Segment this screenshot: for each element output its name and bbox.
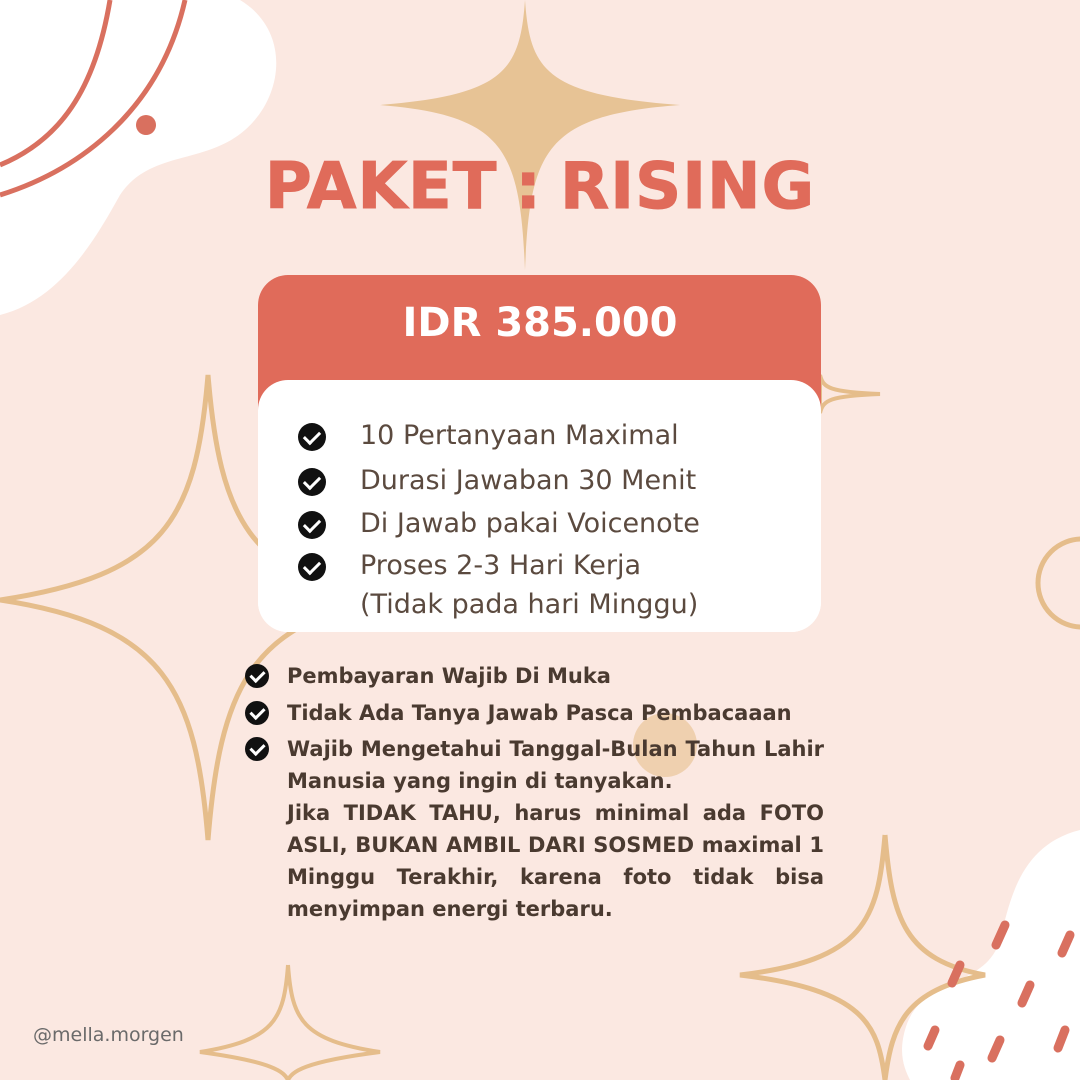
- check-icon: [298, 553, 326, 581]
- title-right: RISING: [560, 150, 816, 224]
- term-item: Tidak Ada Tanya Jawab Pasca Pembacaaan: [287, 701, 792, 725]
- term-item: Pembayaran Wajib Di Muka: [287, 664, 611, 688]
- check-icon: [298, 423, 326, 451]
- check-icon: [245, 664, 269, 688]
- circle-outline-right: [1038, 539, 1080, 627]
- title-left: PAKET: [264, 150, 498, 224]
- feature-item: Proses 2-3 Hari Kerja: [360, 550, 641, 581]
- solid-star: [380, 0, 680, 270]
- feature-item-note: (Tidak pada hari Minggu): [360, 589, 699, 620]
- price-label: IDR 385.000: [402, 300, 678, 346]
- feature-item: Durasi Jawaban 30 Menit: [360, 465, 697, 496]
- check-icon: [298, 511, 326, 539]
- term-item-detail: Jika TIDAK TAHU, harus minimal ada FOTO ASLI, BUKAN AMBIL DARI SOSMED maximal 1 Minggu Terakhir, karena foto tidak bisa menyimpan energi terbaru.: [287, 801, 824, 921]
- title-colon: :: [515, 150, 543, 224]
- outline-star-bottom-left: [200, 965, 380, 1080]
- author-handle: @mella.morgen: [33, 1024, 184, 1046]
- package-title: [0, 150, 1080, 224]
- check-icon: [245, 701, 269, 725]
- feature-item: Di Jawab pakai Voicenote: [360, 508, 700, 539]
- outline-star-small-right: [820, 375, 880, 413]
- check-icon: [298, 468, 326, 496]
- feature-item: 10 Pertanyaan Maximal: [360, 420, 679, 451]
- check-icon: [245, 737, 269, 761]
- red-dot-top-left: [136, 115, 156, 135]
- term-item: Wajib Mengetahui Tanggal-Bulan Tahun Lahir Manusia yang ingin di tanyakan.: [287, 737, 824, 793]
